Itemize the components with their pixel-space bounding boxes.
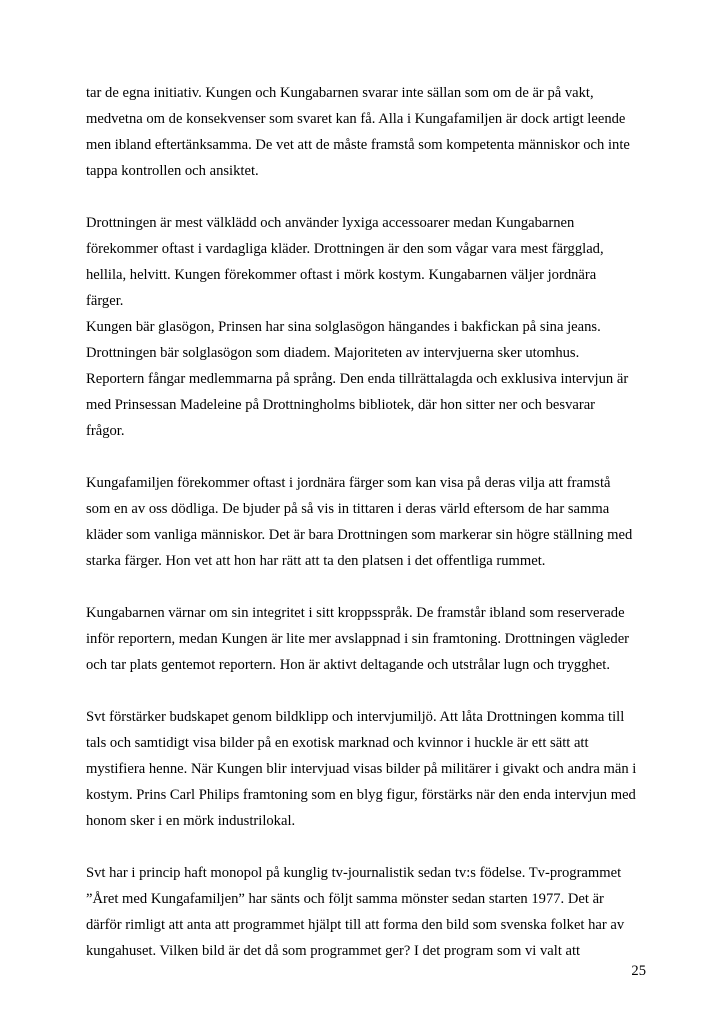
text-line: medvetna om de konsekvenser som svaret kan få. Alla i Kungafamiljen är dock artigt leende [86, 111, 626, 127]
text-line: tappa kontrollen och ansiktet. [86, 163, 259, 179]
text-line: Svt har i princip haft monopol på kunglig tv-journalistik sedan tv:s födelse. Tv-programmet [86, 865, 622, 881]
text-line: ”Året med Kungafamiljen” har sänts och följt samma mönster sedan starten 1977. Det är [86, 891, 604, 907]
text-line: som en av oss dödliga. De bjuder på så vis in tittaren i deras värld eftersom de har samma [86, 501, 610, 517]
text-line: förekommer oftast i vardagliga kläder. Drottningen är den som vågar vara mest färgglad, [86, 241, 604, 257]
text-line: Kungabarnen värnar om sin integritet i sitt kroppsspråk. De framstår ibland som reserverade [86, 605, 625, 621]
paragraph-gap [86, 834, 646, 860]
text-line: tals och samtidigt visa bilder på en exotisk marknad och kvinnor i huckle är ett sätt att [86, 735, 589, 751]
paragraph [86, 704, 646, 834]
text-line: men ibland eftertänksamma. De vet att de måste framstå som kompetenta människor och inte [86, 137, 630, 153]
text-line: och tar plats gentemot reportern. Hon är aktivt deltagande och utstrålar lugn och trygghet. [86, 657, 610, 673]
paragraph-gap [86, 574, 646, 600]
text-line: tar de egna initiativ. Kungen och Kungabarnen svarar inte sällan som om de är på vakt, [86, 85, 594, 101]
text-line: honom sker i en mörk industrilokal. [86, 813, 296, 829]
text-line: kläder som vanliga människor. Det är bara Drottningen som markerar sin högre ställning med [86, 527, 633, 543]
text-line: kungahuset. Vilken bild är det då som programmet ger? I det program som vi valt att [86, 943, 581, 959]
paragraph-gap [86, 444, 646, 470]
paragraph-gap [86, 678, 646, 704]
text-line: Drottningen bär solglasögon som diadem. Majoriteten av intervjuerna sker utomhus. [86, 345, 580, 361]
text-line: kostym. Prins Carl Philips framtoning som en blyg figur, förstärks när den enda intervjun med [86, 787, 636, 803]
body-text [86, 80, 646, 964]
paragraph [86, 470, 646, 574]
text-line: Svt förstärker budskapet genom bildklipp och intervjumiljö. Att låta Drottningen komma till [86, 709, 625, 725]
text-line: starka färger. Hon vet att hon har rätt att ta den platsen i det offentliga rummet. [86, 553, 546, 569]
text-line: mystifiera henne. När Kungen blir intervjuad visas bilder på militärer i givakt och andra män i [86, 761, 637, 777]
text-line: Reportern fångar medlemmarna på språng. Den enda tillrättalagda och exklusiva intervjun är [86, 371, 629, 387]
text-line: hellila, helvitt. Kungen förekommer oftast i mörk kostym. Kungabarnen väljer jordnära [86, 267, 597, 283]
paragraph [86, 80, 646, 184]
text-line: med Prinsessan Madeleine på Drottningholms bibliotek, där hon sitter ner och besvarar [86, 397, 596, 413]
paragraph [86, 600, 646, 678]
page-number: 25 [631, 963, 646, 979]
paragraph-gap [86, 184, 646, 210]
text-line: frågor. [86, 423, 125, 439]
text-line: inför reportern, medan Kungen är lite mer avslappnad i sin framtoning. Drottningen vägleder [86, 631, 630, 647]
paragraph [86, 860, 646, 964]
text-line: Kungen bär glasögon, Prinsen har sina solglasögon hängandes i bakfickan på sina jeans. [86, 319, 601, 335]
text-line: Kungafamiljen förekommer oftast i jordnära färger som kan visa på deras vilja att framstå [86, 475, 611, 491]
text-line: färger. [86, 293, 124, 309]
paragraph [86, 210, 646, 444]
text-line: därför rimligt att anta att programmet hjälpt till att forma den bild som svenska folket har av [86, 917, 625, 933]
text-line: Drottningen är mest välklädd och använder lyxiga accessoarer medan Kungabarnen [86, 215, 575, 231]
